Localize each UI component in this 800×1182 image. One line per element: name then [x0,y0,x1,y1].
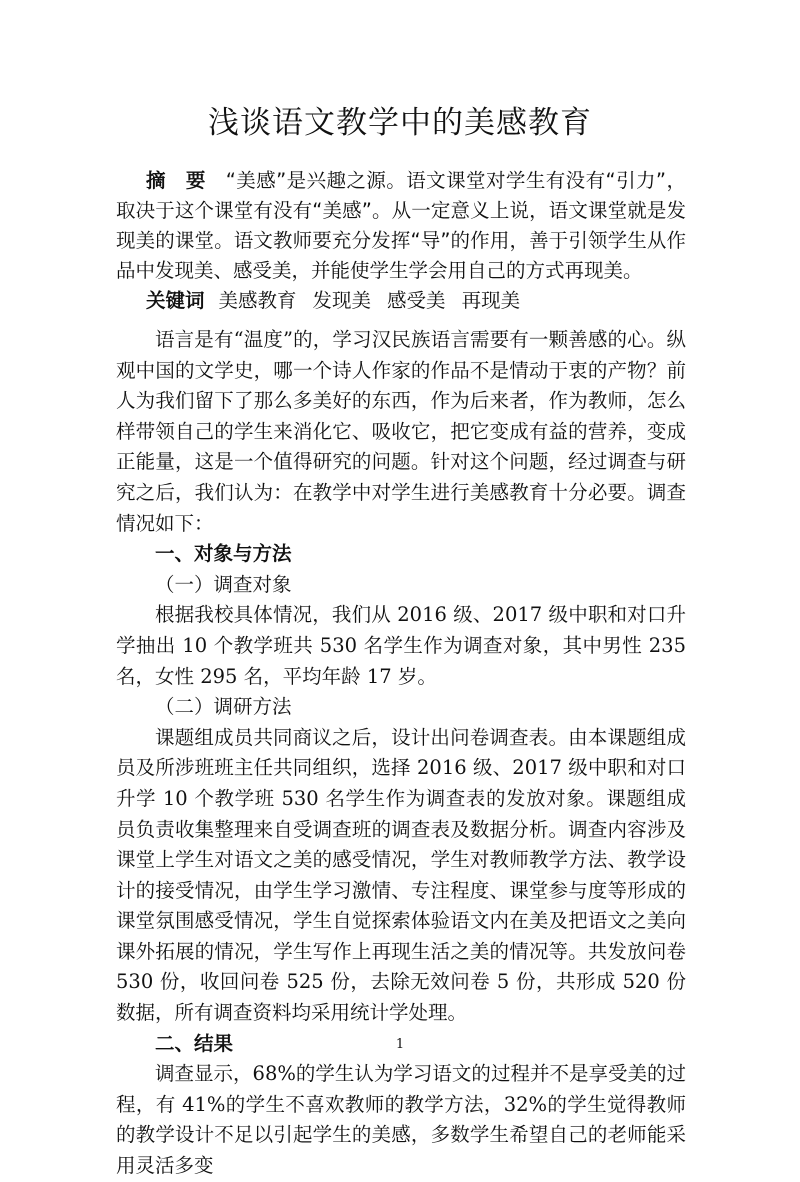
keyword: 感受美 [387,289,446,312]
section-heading: 二、结果 [155,1031,234,1055]
results-paragraph: 调查显示，68%的学生认为学习语文的过程并不是享受美的过程，有 41%的学生不喜欢教师的教学方法，32%的学生觉得教师的教学设计不足以引起学生的美感，多数学生希望自己的老师能采用灵活多变 [116,1062,686,1178]
section-heading: 一、对象与方法 [155,542,292,566]
abstract-label: 摘 要 [146,169,206,192]
abstract-paragraph [116,166,686,286]
keyword: 发现美 [312,289,372,312]
page-number: 1 [395,1037,405,1052]
subsection-heading: （一）调查对象 [155,572,292,596]
abstract-block [116,166,686,316]
intro-paragraph: 语言是有“温度”的，学习汉民族语言需要有一颗善感的心。纵观中国的文学史，哪一个诗人作家的作品不是情动于衷的产物？前人为我们留下了那么多美好的东西，作为后来者，作为教师，怎么样带领自己的学生来消化它、吸收它，把它变成有益的营养，变成正能量，这是一个值得研究的问题。针对这个问题，经过调查与研究之后，我们认为：在教学中对学生进行美感教育十分必要。调查情况如下： [116,328,686,535]
keyword: 美感教育 [218,289,297,312]
keywords-label: 关键词 [146,289,205,312]
subsection-paragraph: 根据我校具体情况，我们从 2016 级、2017 级中职和对口升学抽出 10 个教学班共 530 名学生作为调查对象，其中男性 235 名，女性 295 名，平均年龄 17 岁。 [116,603,686,688]
subsection-paragraph: 课题组成员共同商议之后，设计出问卷调查表。由本课题组成员及所涉班班主任共同组织，选择 2016 级、2017 级中职和对口升学 10 个教学班 530 名学生作为调查表的发放对象。课题组成员负责收集整理来自受调查班的调查表及数据分析。调查内容涉及课堂上学生对语文之美的感受情况，学生对教师教学方法、教学设计的接受情况，由学生学习激情、专注程度、课堂参与度等形成的课堂氛围感受情况，学生自觉探索体验语文内在美及把语文之美向课外拓展的情况，学生写作上再现生活之美的情况等。共发放问卷 530 份，收回问卷 525 份，去除无效问卷 5 份，共形成 520 份数据，所有调查资料均采用统计学处理。 [116,725,686,1025]
abstract-text: “美感”是兴趣之源。语文课堂对学生有没有“引力”，取决于这个课堂有没有“美感”。从一定意义上说，语文课堂就是发现美的课堂。语文教师要充分发挥“导”的作用，善于引领学生从作品中发现美、感受美，并能使学生学会用自己的方式再现美。 [116,169,686,282]
keywords-line [116,286,686,316]
document-title: 浅谈语文教学中的美感教育 [208,105,592,141]
subsection-heading: （二）调研方法 [155,695,292,719]
keyword: 再现美 [461,289,521,312]
document-body [116,325,686,1182]
